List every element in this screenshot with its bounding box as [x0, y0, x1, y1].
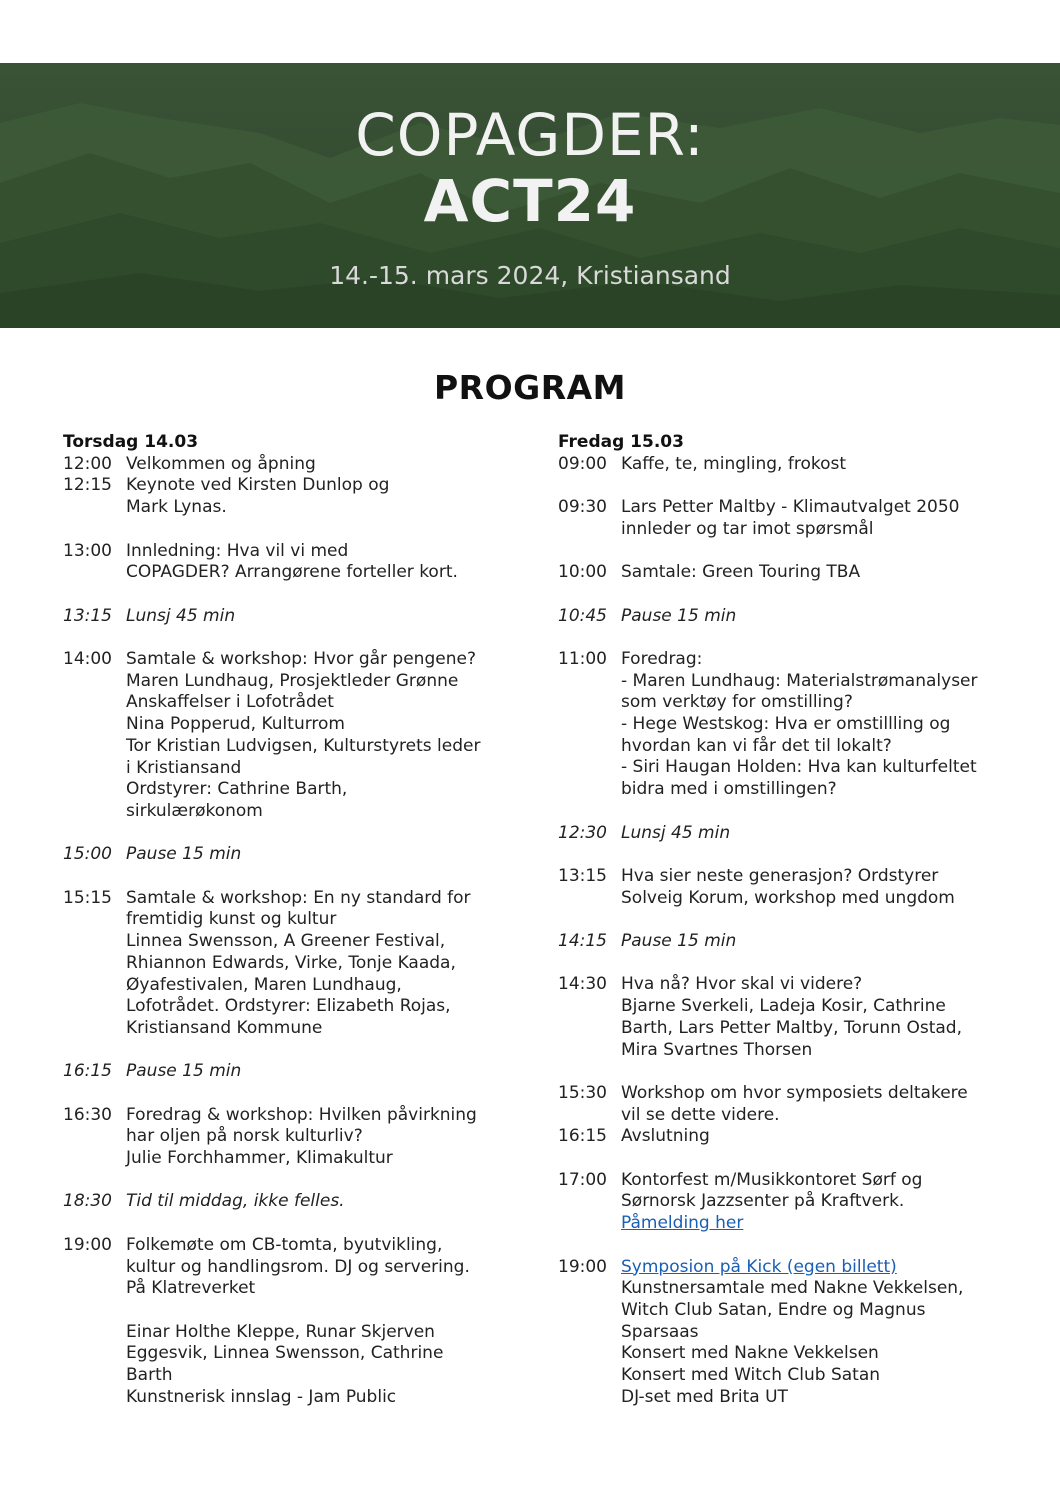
schedule-entry [558, 1126, 1008, 1148]
entry-time: 09:00 [558, 453, 607, 474]
schedule-entry [63, 1105, 513, 1170]
entry-description: Samtale: Green Touring TBA [621, 562, 861, 583]
schedule-entry [558, 562, 1008, 584]
entry-description: Foredrag: - Maren Lundhaug: Materialstrømanalyser som verktøy for omstilling? - Hege Westskog: Hva er omstillling og hvordan kan vi får det til lokalt? - Siri Haugan Holden: Hva kan kulturfeltet bidra med i omstillingen? [621, 648, 978, 800]
schedule-entry-break [558, 931, 1008, 953]
event-title-line2: ACT24 [423, 167, 637, 235]
entry-time: 17:00 [558, 1169, 607, 1190]
schedule-entry [558, 649, 1008, 801]
entry-description: Einar Holthe Kleppe, Runar Skjerven Eggesvik, Linnea Swensson, Cathrine Barth Kunstnerisk innslag - Jam Public [126, 1321, 444, 1407]
entry-time: 10:00 [558, 562, 607, 583]
entry-time: 14:15 [558, 931, 607, 952]
entry-time: 16:30 [63, 1104, 112, 1125]
schedule-entry [63, 541, 513, 584]
event-date-location: 14.-15. mars 2024, Kristiansand [329, 261, 731, 290]
entry-description: Tid til middag, ikke felles. [126, 1191, 345, 1212]
entry-time: 13:15 [63, 605, 112, 626]
schedule-entry [558, 1083, 1008, 1126]
schedule-entry-continued [63, 1322, 513, 1409]
entry-time: 18:30 [63, 1191, 112, 1212]
schedule-entry-break [63, 1191, 513, 1213]
entry-description: Keynote ved Kirsten Dunlop og Mark Lynas. [126, 475, 390, 518]
entry-time: 14:00 [63, 648, 112, 669]
entry-description: Foredrag & workshop: Hvilken påvirkning har oljen på norsk kulturliv? Julie Forchhammer, Klimakultur [126, 1104, 477, 1169]
entry-time: 16:15 [558, 1126, 607, 1147]
day-heading-friday: Fredag 15.03 [558, 432, 684, 452]
entry-description: Kaffe, te, mingling, frokost [621, 453, 847, 474]
schedule-entry [63, 1235, 513, 1300]
entry-time: 13:00 [63, 540, 112, 561]
schedule-entry [558, 866, 1008, 909]
entry-time: 14:30 [558, 974, 607, 995]
entry-description: Hva sier neste generasjon? Ordstyrer Solveig Korum, workshop med ungdom [621, 865, 955, 908]
event-title-line1: COPAGDER: [355, 101, 705, 169]
entry-time: 19:00 [63, 1234, 112, 1255]
schedule-entry-break [558, 823, 1008, 845]
symposion-ticket-link[interactable]: Symposion på Kick (egen billett) [621, 1256, 897, 1277]
entry-time: 13:15 [558, 865, 607, 886]
schedule-entry [63, 888, 513, 1040]
schedule-entry [558, 454, 1008, 476]
schedule-entry [63, 475, 513, 518]
entry-time: 12:30 [558, 822, 607, 843]
schedule-entry [63, 454, 513, 476]
entry-description: Lunsj 45 min [126, 605, 236, 626]
entry-description: Lars Petter Maltby - Klimautvalget 2050 innleder og tar imot spørsmål [621, 497, 960, 539]
entry-time: 10:45 [558, 605, 607, 626]
entry-time: 09:30 [558, 497, 607, 518]
entry-description: Symposion på Kick (egen billett) Kunstnersamtale med Nakne Vekkelsen, Witch Club Satan, Endre og Magnus Sparsaas Konsert med Nakne Vekkelsen Konsert med Witch Club Satan DJ-set med Brita UT [621, 1256, 964, 1407]
entry-description: Pause 15 min [126, 844, 242, 865]
entry-time: 15:00 [63, 844, 112, 865]
thursday-column [63, 432, 513, 1408]
entry-description: Samtale & workshop: En ny standard for fremtidig kunst og kultur Linnea Swensson, A Greener Festival, Rhiannon Edwards, Virke, Tonje Kaada, Øyafestivalen, Maren Lundhaug, Lofotrådet. Ordstyrer: Elizabeth Rojas, Kristiansand Kommune [126, 887, 471, 1038]
schedule-entry [558, 1257, 1008, 1409]
entry-description: Workshop om hvor symposiets deltakere vil se dette videre. [621, 1082, 968, 1125]
schedule-entry-break [63, 1061, 513, 1083]
schedule-entry [558, 497, 1008, 540]
entry-time: 11:00 [558, 648, 607, 669]
entry-description: Avslutning [621, 1126, 710, 1147]
schedule-entry [558, 1170, 1008, 1235]
entry-time: 15:30 [558, 1082, 607, 1103]
schedule-entry [558, 974, 1008, 1061]
entry-description: Lunsj 45 min [621, 822, 731, 843]
schedule-entry [63, 649, 513, 823]
entry-time: 19:00 [558, 1256, 607, 1277]
program-heading: PROGRAM [433, 368, 627, 407]
entry-description: Innledning: Hva vil vi med COPAGDER? Arrangørene forteller kort. [126, 540, 458, 583]
entry-description: Pause 15 min [126, 1061, 242, 1082]
registration-link[interactable]: Påmelding her [621, 1213, 744, 1234]
entry-time: 16:15 [63, 1061, 112, 1082]
hero-banner [0, 63, 1060, 328]
day-heading-thursday: Torsdag 14.03 [63, 432, 199, 452]
entry-description: Pause 15 min [621, 605, 737, 626]
entry-description: Folkemøte om CB-tomta, byutvikling, kultur og handlingsrom. DJ og servering. På Klatreverket [126, 1234, 470, 1299]
friday-column [558, 432, 1008, 1408]
entry-description: Velkommen og åpning [126, 453, 316, 474]
entry-time: 12:15 [63, 475, 112, 496]
entry-time: 12:00 [63, 453, 112, 474]
entry-description: Pause 15 min [621, 931, 737, 952]
entry-description: Hva nå? Hvor skal vi videre? Bjarne Sverkeli, Ladeja Kosir, Cathrine Barth, Lars Petter Maltby, Torunn Ostad, Mira Svartnes Thorsen [621, 974, 963, 1060]
schedule-entry-break [63, 606, 513, 628]
schedule-entry-break [558, 606, 1008, 628]
entry-time: 15:15 [63, 887, 112, 908]
schedule-entry-break [63, 844, 513, 866]
entry-description: Kontorfest m/Musikkontoret Sørf og Sørnorsk Jazzsenter på Kraftverk. Påmelding her [621, 1169, 923, 1234]
entry-description: Samtale & workshop: Hvor går pengene? Maren Lundhaug, Prosjektleder Grønne Anskaffelser i Lofotrådet Nina Popperud, Kulturrom Tor Kristian Ludvigsen, Kulturstyrets leder i Kristiansand Ordstyrer: Cathrine Barth, sirkulærøkonom [126, 648, 481, 821]
